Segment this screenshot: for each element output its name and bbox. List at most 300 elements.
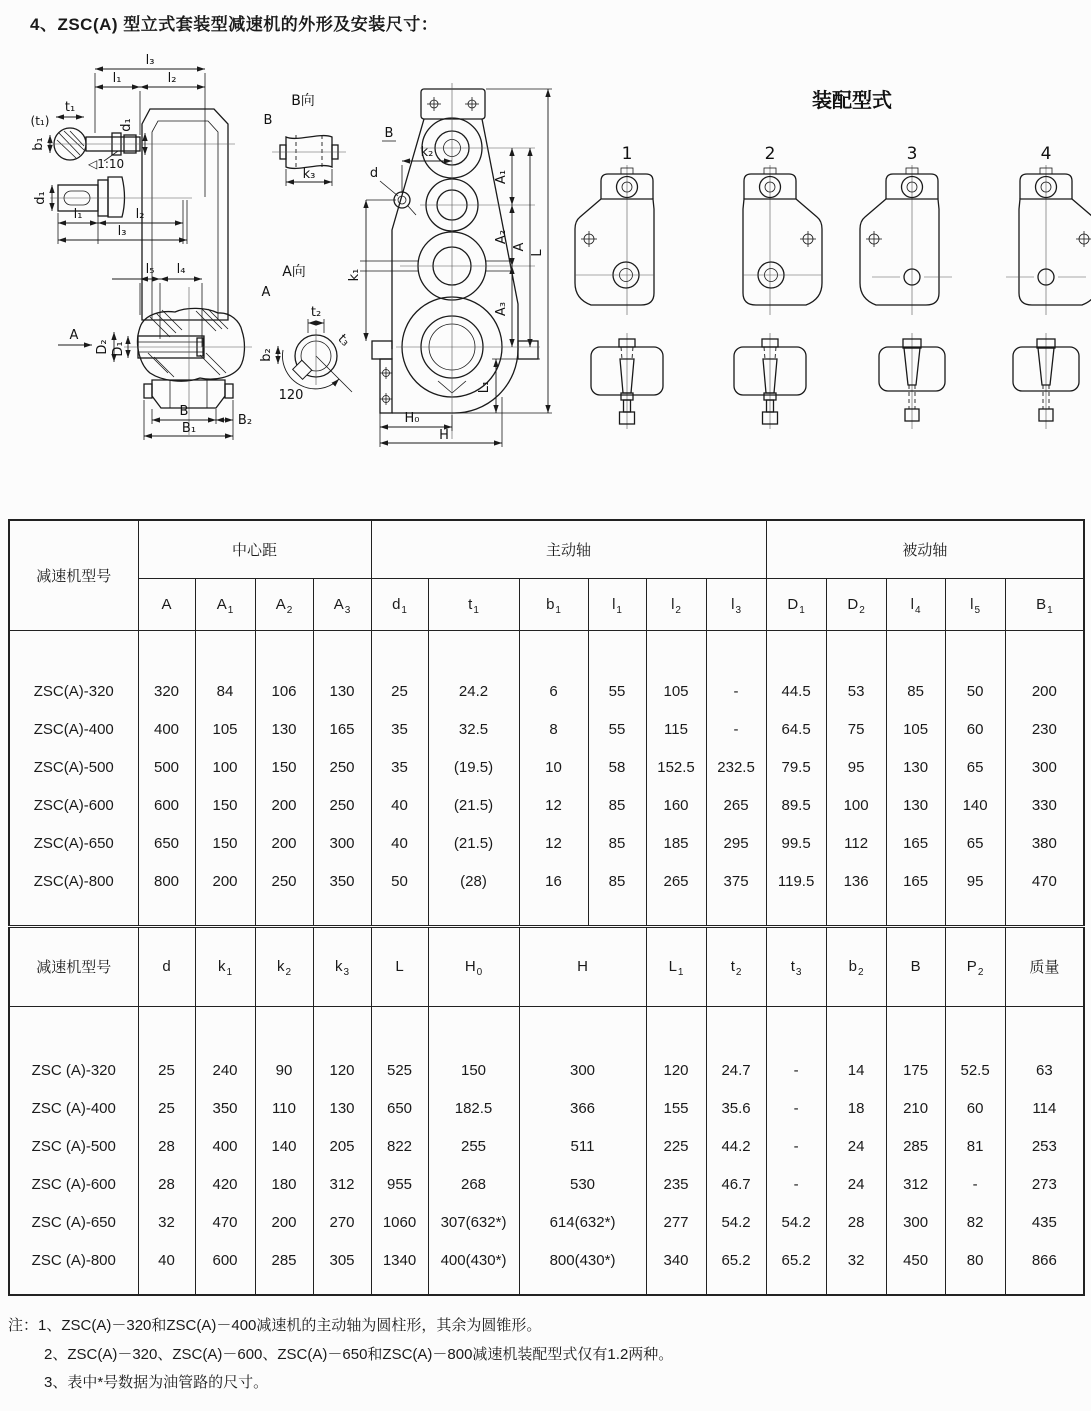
value-cell: 210 bbox=[886, 1089, 945, 1127]
dim-label-t1-paren: (t₁) bbox=[30, 114, 50, 128]
value-cell: 470 bbox=[195, 1203, 255, 1241]
value-cell: 350 bbox=[313, 862, 371, 900]
col-header: $k_2$ bbox=[255, 926, 313, 1006]
spacer-cell bbox=[706, 1006, 766, 1051]
value-cell: 470 bbox=[1005, 862, 1084, 900]
spacer-cell bbox=[313, 1279, 371, 1295]
spacer-cell bbox=[945, 630, 1005, 672]
value-cell: 600 bbox=[138, 786, 195, 824]
col-header: $b_2$ bbox=[826, 926, 886, 1006]
spacer-cell bbox=[9, 630, 138, 672]
value-cell: 265 bbox=[706, 786, 766, 824]
dim-label-H: H bbox=[439, 428, 449, 443]
spacer-cell bbox=[886, 630, 945, 672]
value-cell: 225 bbox=[646, 1127, 706, 1165]
value-cell: (28) bbox=[428, 862, 519, 900]
dim-label-l1-top: l₁ bbox=[112, 71, 122, 86]
dim-label-d1-side: d₁ bbox=[33, 191, 48, 205]
value-cell: 24.2 bbox=[428, 672, 519, 710]
assembly-bottom-view-3 bbox=[879, 333, 945, 429]
value-cell: 320 bbox=[138, 672, 195, 710]
spacer-cell bbox=[255, 900, 313, 926]
left-side-view bbox=[31, 53, 253, 440]
spacer-cell bbox=[766, 900, 826, 926]
dim-label-A3: A₃ bbox=[494, 301, 509, 317]
value-cell: 250 bbox=[313, 786, 371, 824]
col-header: $A_1$ bbox=[195, 578, 255, 630]
value-cell: 305 bbox=[313, 1241, 371, 1279]
value-cell: 140 bbox=[255, 1127, 313, 1165]
page bbox=[0, 10, 1091, 1411]
table-row bbox=[9, 900, 1084, 926]
value-cell: 600 bbox=[195, 1241, 255, 1279]
value-cell: 10 bbox=[519, 748, 588, 786]
spacer-cell bbox=[588, 900, 646, 926]
table-row bbox=[9, 748, 1084, 786]
assembly-number-2: 2 bbox=[764, 144, 776, 164]
value-cell: 330 bbox=[1005, 786, 1084, 824]
value-cell: 380 bbox=[1005, 824, 1084, 862]
value-cell: 58 bbox=[588, 748, 646, 786]
value-cell: 230 bbox=[1005, 710, 1084, 748]
value-cell: 165 bbox=[313, 710, 371, 748]
dim-label-d1-top: d₁ bbox=[119, 118, 134, 132]
dim-label-l4: l₄ bbox=[176, 262, 186, 277]
value-cell: 375 bbox=[706, 862, 766, 900]
assembly-title: 装配型式 bbox=[812, 88, 892, 112]
value-cell: 277 bbox=[646, 1203, 706, 1241]
value-cell: 130 bbox=[255, 710, 313, 748]
spacer-cell bbox=[428, 900, 519, 926]
spacer-cell bbox=[371, 900, 428, 926]
value-cell: 120 bbox=[646, 1051, 706, 1089]
value-cell: 253 bbox=[1005, 1127, 1084, 1165]
value-cell: 12 bbox=[519, 824, 588, 862]
value-cell: 105 bbox=[195, 710, 255, 748]
table-row bbox=[9, 1165, 1084, 1203]
assembly-bottom-view-1 bbox=[591, 333, 663, 429]
spacer-cell bbox=[886, 1006, 945, 1051]
col-header: $H_0$ bbox=[428, 926, 519, 1006]
value-cell: 85 bbox=[588, 786, 646, 824]
value-cell: 400 bbox=[138, 710, 195, 748]
spacer-cell bbox=[195, 630, 255, 672]
value-cell: 800(430*) bbox=[519, 1241, 646, 1279]
dim-label-A: A bbox=[512, 242, 527, 252]
table-row bbox=[9, 926, 1084, 1006]
value-cell: 295 bbox=[706, 824, 766, 862]
value-cell: 119.5 bbox=[766, 862, 826, 900]
value-cell: 63 bbox=[1005, 1051, 1084, 1089]
dim-label-L1: L₁ bbox=[477, 380, 492, 394]
value-cell: 25 bbox=[371, 672, 428, 710]
model-cell: ZSC (A)-650 bbox=[9, 1203, 138, 1241]
spacer-cell bbox=[646, 1279, 706, 1295]
assembly-types bbox=[575, 88, 1091, 429]
value-cell: 114 bbox=[1005, 1089, 1084, 1127]
col-header: B bbox=[886, 926, 945, 1006]
value-cell: 420 bbox=[195, 1165, 255, 1203]
value-cell: 955 bbox=[371, 1165, 428, 1203]
value-cell: 60 bbox=[945, 710, 1005, 748]
col-header: $t_2$ bbox=[706, 926, 766, 1006]
spacer-cell bbox=[706, 1279, 766, 1295]
value-cell: 100 bbox=[195, 748, 255, 786]
value-cell: 105 bbox=[886, 710, 945, 748]
value-cell: 185 bbox=[646, 824, 706, 862]
table-row bbox=[9, 578, 1084, 630]
col-header: $l_1$ bbox=[588, 578, 646, 630]
value-cell: 120 bbox=[313, 1051, 371, 1089]
spacer-cell bbox=[371, 1279, 428, 1295]
value-cell: 312 bbox=[313, 1165, 371, 1203]
value-cell: 265 bbox=[646, 862, 706, 900]
table-row bbox=[9, 1089, 1084, 1127]
value-cell: 54.2 bbox=[766, 1203, 826, 1241]
value-cell: 50 bbox=[371, 862, 428, 900]
angle-label-120: 120 bbox=[278, 388, 304, 403]
value-cell: 40 bbox=[371, 786, 428, 824]
value-cell: 16 bbox=[519, 862, 588, 900]
spacer-cell bbox=[195, 1006, 255, 1051]
spacer-cell bbox=[519, 1279, 646, 1295]
value-cell: 155 bbox=[646, 1089, 706, 1127]
spacer-cell bbox=[9, 900, 138, 926]
col-header: $l_5$ bbox=[945, 578, 1005, 630]
value-cell: 14 bbox=[826, 1051, 886, 1089]
value-cell: 525 bbox=[371, 1051, 428, 1089]
col-header-model: 减速机型号 bbox=[9, 520, 138, 630]
value-cell: 80 bbox=[945, 1241, 1005, 1279]
col-group-driven-shaft: 被动轴 bbox=[766, 520, 1084, 578]
assembly-number-4: 4 bbox=[1040, 144, 1052, 164]
value-cell: 89.5 bbox=[766, 786, 826, 824]
dimension-table bbox=[8, 519, 1085, 1296]
value-cell: 160 bbox=[646, 786, 706, 824]
dim-label-d: d bbox=[369, 166, 379, 181]
spacer-cell bbox=[588, 630, 646, 672]
col-header: A bbox=[138, 578, 195, 630]
assembly-shape-3 bbox=[860, 165, 952, 315]
col-header: 质量 bbox=[1005, 926, 1084, 1006]
spacer-cell bbox=[371, 1006, 428, 1051]
value-cell: 150 bbox=[195, 786, 255, 824]
assembly-bottom-view-4 bbox=[1013, 333, 1079, 429]
dim-label-t3: t₃ bbox=[334, 331, 353, 350]
spacer-cell bbox=[886, 1279, 945, 1295]
value-cell: 152.5 bbox=[646, 748, 706, 786]
col-header: $A_2$ bbox=[255, 578, 313, 630]
spacer-cell bbox=[428, 1279, 519, 1295]
spacer-cell bbox=[646, 1006, 706, 1051]
model-cell: ZSC(A)-800 bbox=[9, 862, 138, 900]
value-cell: 165 bbox=[886, 824, 945, 862]
value-cell: 800 bbox=[138, 862, 195, 900]
value-cell: 130 bbox=[886, 786, 945, 824]
spacer-cell bbox=[428, 630, 519, 672]
value-cell: 150 bbox=[255, 748, 313, 786]
spacer-cell bbox=[766, 1279, 826, 1295]
table-row bbox=[9, 786, 1084, 824]
spacer-cell bbox=[255, 1006, 313, 1051]
col-header: $k_3$ bbox=[313, 926, 371, 1006]
value-cell: - bbox=[766, 1165, 826, 1203]
dim-label-A1: A₁ bbox=[494, 169, 509, 185]
dim-label-t2: t₂ bbox=[310, 305, 322, 320]
note-line-3: 3、表中*号数据为油管路的尺寸。 bbox=[44, 1374, 269, 1391]
spacer-cell bbox=[826, 1279, 886, 1295]
value-cell: 55 bbox=[588, 672, 646, 710]
model-cell: ZSC(A)-650 bbox=[9, 824, 138, 862]
view-b-detail bbox=[264, 93, 346, 186]
value-cell: 44.2 bbox=[706, 1127, 766, 1165]
note-line-1 bbox=[8, 1312, 1091, 1341]
col-header: H bbox=[519, 926, 646, 1006]
dim-label-l1b: l₁ bbox=[73, 207, 83, 222]
dim-label-k2: k₂ bbox=[420, 145, 434, 160]
model-cell: ZSC (A)-320 bbox=[9, 1051, 138, 1089]
value-cell: (21.5) bbox=[428, 824, 519, 862]
value-cell: 24 bbox=[826, 1165, 886, 1203]
value-cell: 6 bbox=[519, 672, 588, 710]
view-a-title: A向 bbox=[282, 264, 306, 280]
assembly-shape-2 bbox=[743, 165, 822, 315]
value-cell: 255 bbox=[428, 1127, 519, 1165]
spacer-cell bbox=[195, 1279, 255, 1295]
value-cell: 25 bbox=[138, 1051, 195, 1089]
spacer-cell bbox=[706, 900, 766, 926]
spacer-cell bbox=[766, 1006, 826, 1051]
value-cell: 340 bbox=[646, 1241, 706, 1279]
spacer-cell bbox=[646, 900, 706, 926]
view-b-marker: B bbox=[263, 113, 273, 128]
assembly-bottom-view-2 bbox=[734, 333, 806, 429]
dim-label-l2b: l₂ bbox=[135, 207, 145, 222]
value-cell: 530 bbox=[519, 1165, 646, 1203]
value-cell: 28 bbox=[826, 1203, 886, 1241]
col-header: $l_2$ bbox=[646, 578, 706, 630]
spacer-cell bbox=[138, 1279, 195, 1295]
col-header: $t_1$ bbox=[428, 578, 519, 630]
value-cell: 81 bbox=[945, 1127, 1005, 1165]
view-a-detail bbox=[259, 264, 352, 403]
value-cell: 55 bbox=[588, 710, 646, 748]
value-cell: 44.5 bbox=[766, 672, 826, 710]
value-cell: - bbox=[706, 672, 766, 710]
value-cell: (19.5) bbox=[428, 748, 519, 786]
value-cell: 200 bbox=[1005, 672, 1084, 710]
value-cell: 250 bbox=[255, 862, 313, 900]
value-cell: 28 bbox=[138, 1127, 195, 1165]
value-cell: 285 bbox=[255, 1241, 313, 1279]
value-cell: 95 bbox=[826, 748, 886, 786]
value-cell: - bbox=[766, 1127, 826, 1165]
model-cell: ZSC(A)-500 bbox=[9, 748, 138, 786]
col-header: $D_1$ bbox=[766, 578, 826, 630]
dim-label-B1: B₁ bbox=[181, 421, 197, 436]
value-cell: 650 bbox=[371, 1089, 428, 1127]
spacer-cell bbox=[519, 900, 588, 926]
spacer-cell bbox=[138, 900, 195, 926]
value-cell: 866 bbox=[1005, 1241, 1084, 1279]
dim-label-A2: A₂ bbox=[494, 229, 509, 245]
dim-label-l3-top: l₃ bbox=[145, 53, 155, 68]
value-cell: 85 bbox=[886, 672, 945, 710]
value-cell: 130 bbox=[313, 672, 371, 710]
value-cell: 75 bbox=[826, 710, 886, 748]
value-cell: 400(430*) bbox=[428, 1241, 519, 1279]
col-header: $b_1$ bbox=[519, 578, 588, 630]
value-cell: 285 bbox=[886, 1127, 945, 1165]
dim-label-B2: B₂ bbox=[237, 413, 253, 428]
spacer-cell bbox=[945, 1006, 1005, 1051]
model-cell: ZSC(A)-400 bbox=[9, 710, 138, 748]
view-arrow-a-label: A bbox=[69, 328, 79, 343]
dim-label-k1: k₁ bbox=[347, 268, 362, 282]
value-cell: 366 bbox=[519, 1089, 646, 1127]
value-cell: 270 bbox=[313, 1203, 371, 1241]
col-header-model: 减速机型号 bbox=[9, 926, 138, 1006]
spacer-cell bbox=[886, 900, 945, 926]
spacer-cell bbox=[428, 1006, 519, 1051]
value-cell: 32 bbox=[138, 1203, 195, 1241]
spacer-cell bbox=[313, 900, 371, 926]
value-cell: 150 bbox=[428, 1051, 519, 1089]
value-cell: 300 bbox=[1005, 748, 1084, 786]
note-text: 1、ZSC(A)－320和ZSC(A)－400减速机的主动轴为圆柱形，其余为圆锥形。 bbox=[38, 1317, 542, 1334]
spacer-cell bbox=[706, 630, 766, 672]
value-cell: 25 bbox=[138, 1089, 195, 1127]
value-cell: 65 bbox=[945, 748, 1005, 786]
value-cell: 240 bbox=[195, 1051, 255, 1089]
table-row bbox=[9, 1127, 1084, 1165]
value-cell: 64.5 bbox=[766, 710, 826, 748]
dim-label-l3b: l₃ bbox=[117, 224, 127, 239]
spacer-cell bbox=[9, 1279, 138, 1295]
value-cell: 511 bbox=[519, 1127, 646, 1165]
value-cell: 60 bbox=[945, 1089, 1005, 1127]
value-cell: 300 bbox=[313, 824, 371, 862]
value-cell: 28 bbox=[138, 1165, 195, 1203]
col-header: $D_2$ bbox=[826, 578, 886, 630]
value-cell: 400 bbox=[195, 1127, 255, 1165]
spacer-cell bbox=[766, 630, 826, 672]
model-cell: ZSC(A)-600 bbox=[9, 786, 138, 824]
assembly-shape-1 bbox=[575, 165, 654, 315]
value-cell: 200 bbox=[255, 786, 313, 824]
view-b-title: B向 bbox=[291, 93, 315, 109]
spacer-cell bbox=[1005, 630, 1084, 672]
spacer-cell bbox=[1005, 900, 1084, 926]
dim-label-b1: b₁ bbox=[31, 137, 46, 151]
value-cell: 200 bbox=[255, 824, 313, 862]
value-cell: 79.5 bbox=[766, 748, 826, 786]
value-cell: - bbox=[945, 1165, 1005, 1203]
col-header: $d_1$ bbox=[371, 578, 428, 630]
spacer-cell bbox=[519, 630, 588, 672]
value-cell: 268 bbox=[428, 1165, 519, 1203]
value-cell: 85 bbox=[588, 862, 646, 900]
value-cell: 32 bbox=[826, 1241, 886, 1279]
value-cell: 150 bbox=[195, 824, 255, 862]
value-cell: 140 bbox=[945, 786, 1005, 824]
value-cell: 54.2 bbox=[706, 1203, 766, 1241]
col-header: $k_1$ bbox=[195, 926, 255, 1006]
note-line-2: 2、ZSC(A)－320、ZSC(A)－600、ZSC(A)－650和ZSC(A)－800减速机装配型式仅有1.2两种。 bbox=[44, 1345, 674, 1363]
value-cell: 12 bbox=[519, 786, 588, 824]
dim-label-l5: l₅ bbox=[145, 262, 155, 277]
table-row bbox=[9, 824, 1084, 862]
value-cell: 35 bbox=[371, 748, 428, 786]
dim-label-t1: t₁ bbox=[64, 100, 76, 115]
value-cell: 24 bbox=[826, 1127, 886, 1165]
note-prefix: 注： bbox=[8, 1317, 39, 1334]
spacer-cell bbox=[945, 900, 1005, 926]
value-cell: 115 bbox=[646, 710, 706, 748]
value-cell: 235 bbox=[646, 1165, 706, 1203]
value-cell: 52.5 bbox=[945, 1051, 1005, 1089]
value-cell: 300 bbox=[886, 1203, 945, 1241]
value-cell: 180 bbox=[255, 1165, 313, 1203]
value-cell: 100 bbox=[826, 786, 886, 824]
footnotes bbox=[8, 1312, 1091, 1398]
dim-label-D1: D₁ bbox=[111, 341, 126, 357]
table-row bbox=[9, 1006, 1084, 1051]
view-a-marker: A bbox=[261, 285, 271, 300]
value-cell: 200 bbox=[255, 1203, 313, 1241]
spacer-cell bbox=[255, 630, 313, 672]
value-cell: 650 bbox=[138, 824, 195, 862]
spacer-cell bbox=[313, 1006, 371, 1051]
model-cell: ZSC (A)-600 bbox=[9, 1165, 138, 1203]
model-cell: ZSC (A)-500 bbox=[9, 1127, 138, 1165]
view-marker-b: B bbox=[384, 126, 394, 141]
dim-label-B: B bbox=[179, 404, 189, 419]
table-row bbox=[9, 1279, 1084, 1295]
value-cell: 822 bbox=[371, 1127, 428, 1165]
table-row bbox=[9, 862, 1084, 900]
value-cell: 205 bbox=[313, 1127, 371, 1165]
value-cell: 500 bbox=[138, 748, 195, 786]
model-cell: ZSC (A)-400 bbox=[9, 1089, 138, 1127]
assembly-number-1: 1 bbox=[621, 144, 633, 164]
spacer-cell bbox=[313, 630, 371, 672]
value-cell: 182.5 bbox=[428, 1089, 519, 1127]
col-group-center-distance: 中心距 bbox=[138, 520, 371, 578]
value-cell: 65.2 bbox=[706, 1241, 766, 1279]
value-cell: 175 bbox=[886, 1051, 945, 1089]
spacer-cell bbox=[519, 1006, 646, 1051]
value-cell: 110 bbox=[255, 1089, 313, 1127]
dim-label-D2: D₂ bbox=[95, 339, 110, 355]
table-row bbox=[9, 672, 1084, 710]
value-cell: 32.5 bbox=[428, 710, 519, 748]
value-cell: 24.7 bbox=[706, 1051, 766, 1089]
value-cell: 1340 bbox=[371, 1241, 428, 1279]
assembly-shape-4 bbox=[1006, 165, 1091, 315]
value-cell: 40 bbox=[138, 1241, 195, 1279]
value-cell: 136 bbox=[826, 862, 886, 900]
value-cell: 165 bbox=[886, 862, 945, 900]
value-cell: 53 bbox=[826, 672, 886, 710]
table-row bbox=[9, 710, 1084, 748]
model-cell: ZSC (A)-800 bbox=[9, 1241, 138, 1279]
col-header: $B_1$ bbox=[1005, 578, 1084, 630]
value-cell: - bbox=[766, 1051, 826, 1089]
col-header: d bbox=[138, 926, 195, 1006]
spacer-cell bbox=[646, 630, 706, 672]
front-view bbox=[347, 83, 552, 447]
